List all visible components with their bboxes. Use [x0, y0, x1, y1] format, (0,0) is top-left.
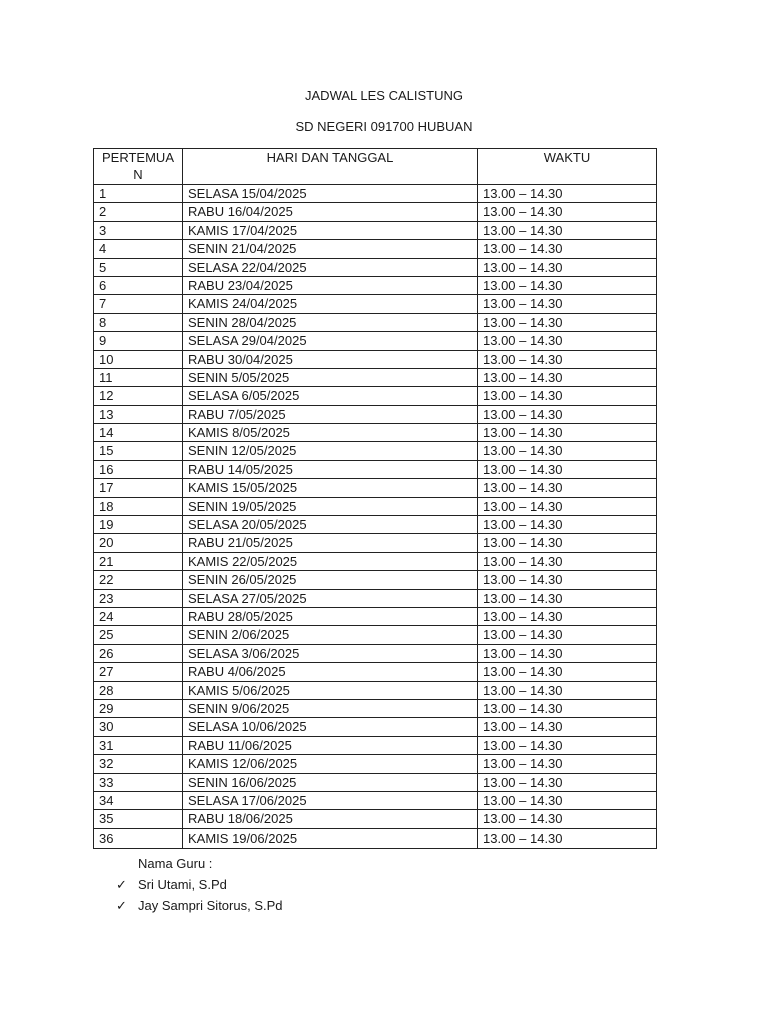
teacher-list-item — [116, 895, 283, 916]
day-date-cell: RABU 4/06/2025 — [183, 663, 478, 681]
meeting-number-cell: 11 — [94, 368, 183, 386]
meeting-number-cell: 5 — [94, 258, 183, 276]
meeting-number-cell: 30 — [94, 718, 183, 736]
teacher-notes — [116, 853, 283, 916]
header-meeting: PERTEMUAN — [94, 149, 183, 185]
time-cell: 13.00 – 14.30 — [478, 516, 657, 534]
meeting-number-cell: 6 — [94, 276, 183, 294]
day-date-cell: RABU 28/05/2025 — [183, 607, 478, 625]
meeting-number-cell: 14 — [94, 424, 183, 442]
document-subtitle: SD NEGERI 091700 HUBUAN — [295, 119, 473, 134]
meeting-number-cell: 2 — [94, 203, 183, 221]
time-cell: 13.00 – 14.30 — [478, 387, 657, 405]
time-cell: 13.00 – 14.30 — [478, 240, 657, 258]
schedule-rows — [94, 185, 657, 849]
time-cell: 13.00 – 14.30 — [478, 368, 657, 386]
meeting-number-cell: 22 — [94, 571, 183, 589]
day-date-cell: SENIN 21/04/2025 — [183, 240, 478, 258]
meeting-number-cell: 20 — [94, 534, 183, 552]
time-cell: 13.00 – 14.30 — [478, 276, 657, 294]
meeting-number-cell: 29 — [94, 699, 183, 717]
meeting-number-cell: 12 — [94, 387, 183, 405]
meeting-number-cell: 3 — [94, 221, 183, 239]
document-title: JADWAL LES CALISTUNG — [305, 88, 463, 103]
day-date-cell: SELASA 3/06/2025 — [183, 644, 478, 662]
time-cell: 13.00 – 14.30 — [478, 203, 657, 221]
day-date-cell: SELASA 22/04/2025 — [183, 258, 478, 276]
day-date-cell: SELASA 20/05/2025 — [183, 516, 478, 534]
day-date-cell: KAMIS 15/05/2025 — [183, 479, 478, 497]
meeting-number-cell: 24 — [94, 607, 183, 625]
table-row — [94, 644, 657, 662]
teachers-heading: Nama Guru : — [138, 856, 213, 871]
day-date-cell: RABU 16/04/2025 — [183, 203, 478, 221]
table-row — [94, 607, 657, 625]
time-cell: 13.00 – 14.30 — [478, 791, 657, 809]
table-row — [94, 442, 657, 460]
table-row — [94, 276, 657, 294]
time-cell: 13.00 – 14.30 — [478, 755, 657, 773]
table-row — [94, 626, 657, 644]
table-row — [94, 810, 657, 828]
meeting-number-cell: 31 — [94, 736, 183, 754]
day-date-cell: RABU 7/05/2025 — [183, 405, 478, 423]
day-date-cell: KAMIS 5/06/2025 — [183, 681, 478, 699]
header-day-date: HARI DAN TANGGAL — [183, 149, 478, 185]
checkmark-icon: ✓ — [116, 898, 127, 913]
table-row — [94, 736, 657, 754]
time-cell: 13.00 – 14.30 — [478, 718, 657, 736]
meeting-number-cell: 9 — [94, 332, 183, 350]
time-cell: 13.00 – 14.30 — [478, 663, 657, 681]
time-cell: 13.00 – 14.30 — [478, 460, 657, 478]
time-cell: 13.00 – 14.30 — [478, 773, 657, 791]
meeting-number-cell: 19 — [94, 516, 183, 534]
meeting-number-cell: 32 — [94, 755, 183, 773]
checkmark-icon: ✓ — [116, 877, 127, 892]
meeting-number-cell: 36 — [94, 828, 183, 848]
table-row — [94, 663, 657, 681]
table-row — [94, 534, 657, 552]
day-date-cell: KAMIS 24/04/2025 — [183, 295, 478, 313]
time-cell: 13.00 – 14.30 — [478, 258, 657, 276]
time-cell: 13.00 – 14.30 — [478, 221, 657, 239]
day-date-cell: KAMIS 17/04/2025 — [183, 221, 478, 239]
meeting-number-cell: 26 — [94, 644, 183, 662]
time-cell: 13.00 – 14.30 — [478, 497, 657, 515]
time-cell: 13.00 – 14.30 — [478, 424, 657, 442]
table-row — [94, 699, 657, 717]
table-row — [94, 424, 657, 442]
time-cell: 13.00 – 14.30 — [478, 185, 657, 203]
meeting-number-cell: 21 — [94, 552, 183, 570]
day-date-cell: SENIN 12/05/2025 — [183, 442, 478, 460]
meeting-number-cell: 13 — [94, 405, 183, 423]
table-row — [94, 258, 657, 276]
meeting-number-cell: 27 — [94, 663, 183, 681]
table-row — [94, 332, 657, 350]
day-date-cell: SENIN 19/05/2025 — [183, 497, 478, 515]
table-row — [94, 479, 657, 497]
table-row — [94, 791, 657, 809]
meeting-number-cell: 1 — [94, 185, 183, 203]
teacher-name: Sri Utami, S.Pd — [138, 877, 227, 892]
time-cell: 13.00 – 14.30 — [478, 810, 657, 828]
meeting-number-cell: 18 — [94, 497, 183, 515]
time-cell: 13.00 – 14.30 — [478, 828, 657, 848]
time-cell: 13.00 – 14.30 — [478, 552, 657, 570]
day-date-cell: SENIN 5/05/2025 — [183, 368, 478, 386]
table-row — [94, 681, 657, 699]
time-cell: 13.00 – 14.30 — [478, 699, 657, 717]
time-cell: 13.00 – 14.30 — [478, 350, 657, 368]
time-cell: 13.00 – 14.30 — [478, 589, 657, 607]
day-date-cell: SENIN 26/05/2025 — [183, 571, 478, 589]
meeting-number-cell: 17 — [94, 479, 183, 497]
meeting-number-cell: 16 — [94, 460, 183, 478]
day-date-cell: RABU 23/04/2025 — [183, 276, 478, 294]
meeting-number-cell: 8 — [94, 313, 183, 331]
day-date-cell: KAMIS 19/06/2025 — [183, 828, 478, 848]
table-row — [94, 460, 657, 478]
schedule-table — [93, 148, 657, 849]
meeting-number-cell: 34 — [94, 791, 183, 809]
day-date-cell: SELASA 10/06/2025 — [183, 718, 478, 736]
header-time: WAKTU — [478, 149, 657, 185]
table-row — [94, 571, 657, 589]
day-date-cell: RABU 14/05/2025 — [183, 460, 478, 478]
time-cell: 13.00 – 14.30 — [478, 313, 657, 331]
meeting-number-cell: 15 — [94, 442, 183, 460]
table-row — [94, 295, 657, 313]
day-date-cell: SELASA 17/06/2025 — [183, 791, 478, 809]
day-date-cell: KAMIS 12/06/2025 — [183, 755, 478, 773]
time-cell: 13.00 – 14.30 — [478, 405, 657, 423]
table-row — [94, 828, 657, 848]
meeting-number-cell: 25 — [94, 626, 183, 644]
time-cell: 13.00 – 14.30 — [478, 534, 657, 552]
table-header-row — [94, 149, 657, 185]
table-row — [94, 185, 657, 203]
day-date-cell: SELASA 29/04/2025 — [183, 332, 478, 350]
time-cell: 13.00 – 14.30 — [478, 626, 657, 644]
time-cell: 13.00 – 14.30 — [478, 681, 657, 699]
time-cell: 13.00 – 14.30 — [478, 332, 657, 350]
day-date-cell: KAMIS 22/05/2025 — [183, 552, 478, 570]
time-cell: 13.00 – 14.30 — [478, 442, 657, 460]
meeting-number-cell: 28 — [94, 681, 183, 699]
day-date-cell: SELASA 15/04/2025 — [183, 185, 478, 203]
table-row — [94, 552, 657, 570]
day-date-cell: RABU 21/05/2025 — [183, 534, 478, 552]
meeting-number-cell: 33 — [94, 773, 183, 791]
table-row — [94, 755, 657, 773]
meeting-number-cell: 23 — [94, 589, 183, 607]
time-cell: 13.00 – 14.30 — [478, 479, 657, 497]
day-date-cell: SELASA 27/05/2025 — [183, 589, 478, 607]
meeting-number-cell: 7 — [94, 295, 183, 313]
table-row — [94, 405, 657, 423]
time-cell: 13.00 – 14.30 — [478, 607, 657, 625]
table-row — [94, 773, 657, 791]
table-row — [94, 387, 657, 405]
day-date-cell: SENIN 16/06/2025 — [183, 773, 478, 791]
time-cell: 13.00 – 14.30 — [478, 295, 657, 313]
day-date-cell: SENIN 2/06/2025 — [183, 626, 478, 644]
table-row — [94, 589, 657, 607]
table-row — [94, 350, 657, 368]
teacher-list-item — [116, 874, 283, 895]
table-row — [94, 313, 657, 331]
table-row — [94, 240, 657, 258]
table-row — [94, 203, 657, 221]
table-row — [94, 718, 657, 736]
day-date-cell: RABU 18/06/2025 — [183, 810, 478, 828]
meeting-number-cell: 4 — [94, 240, 183, 258]
table-row — [94, 221, 657, 239]
day-date-cell: SENIN 9/06/2025 — [183, 699, 478, 717]
table-row — [94, 516, 657, 534]
day-date-cell: KAMIS 8/05/2025 — [183, 424, 478, 442]
meeting-number-cell: 35 — [94, 810, 183, 828]
time-cell: 13.00 – 14.30 — [478, 571, 657, 589]
teacher-name: Jay Sampri Sitorus, S.Pd — [138, 898, 283, 913]
meeting-number-cell: 10 — [94, 350, 183, 368]
day-date-cell: RABU 30/04/2025 — [183, 350, 478, 368]
time-cell: 13.00 – 14.30 — [478, 644, 657, 662]
time-cell: 13.00 – 14.30 — [478, 736, 657, 754]
day-date-cell: SENIN 28/04/2025 — [183, 313, 478, 331]
day-date-cell: SELASA 6/05/2025 — [183, 387, 478, 405]
table-row — [94, 368, 657, 386]
table-row — [94, 497, 657, 515]
day-date-cell: RABU 11/06/2025 — [183, 736, 478, 754]
